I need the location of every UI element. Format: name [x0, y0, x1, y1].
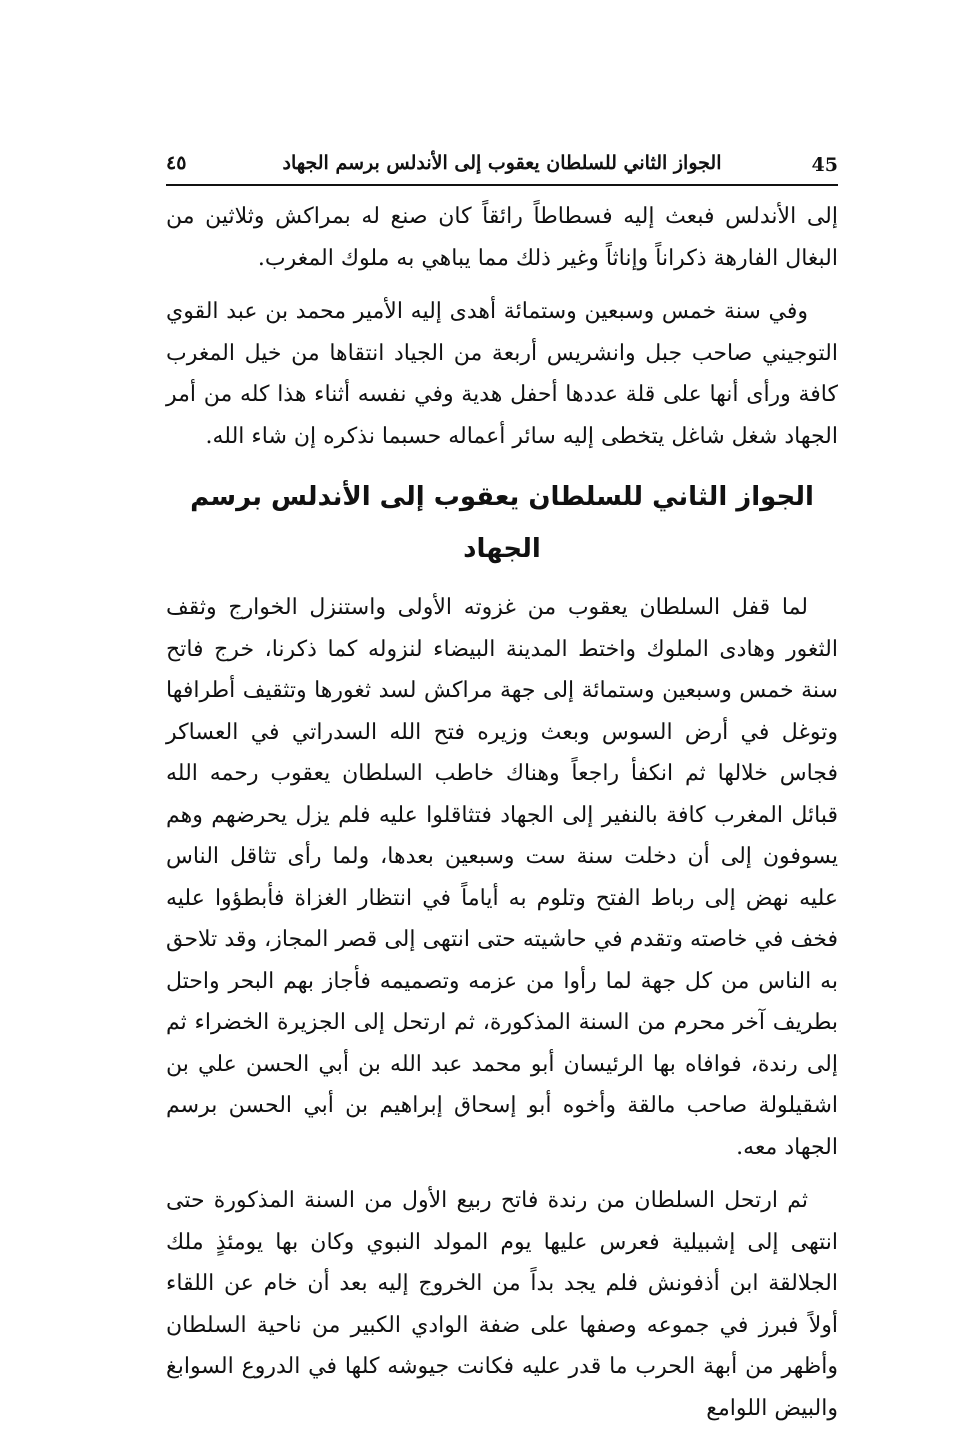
paragraph-continued: إلى الأندلس فبعث إليه فسطاطاً رائقاً كان صنع له بمراكش وثلاثين من البغال الفارهة ذكراناً وإناثاً وغير ذلك مما يباهي به ملوك المغرب.	[166, 204, 838, 271]
section-heading: الجواز الثاني للسلطان يعقوب إلى الأندلس برسم الجهاد	[190, 482, 814, 564]
body-text	[166, 196, 838, 1429]
section-paragraph-1: لما قفل السلطان يعقوب من غزوته الأولى واستنزل الخوارج وثقف الثغور وهادى الملوك واختط المدينة البيضاء لنزوله كما ذكرنا، خرج فاتح سنة خمس وسبعين وستمائة إلى جهة مراكش لسد ثغورها وتثقيف أطرافها وتوغل في أرض السوس وبعث وزيره فتح الله السدراتي في العساكر فجاس خلالها ثم انكفأ راجعاً وهناك خاطب السلطان يعقوب رحمه الله قبائل المغرب كافة بالنفير إلى الجهاد فتثاقلوا عليه فلم يزل يحرضهم وهم يسوفون إلى أن دخلت سنة ست وسبعين بعدها، ولما رأى تثاقل الناس عليه نهض إلى رباط الفتح وتلوم به أياماً في انتظار الغزاة فأبطؤوا عليه فخف في خاصته وتقدم في حاشيته حتى انتهى إلى قصر المجاز، وقد تلاحق به الناس من كل جهة لما رأوا من عزمه وتصميمه فأجاز بهم البحر واحتل بطريف آخر محرم من السنة المذكورة، ثم ارتحل إلى الجزيرة الخضراء ثم إلى رندة، فوافاه بها الرئيسان أبو محمد عبد الله بن أبي الحسن علي بن اشقيلولة صاحب مالقة وأخوه أبو إسحاق إبراهيم بن أبي الحسن برسم الجهاد معه.	[166, 595, 838, 1160]
paragraph-gifts: وفي سنة خمس وسبعين وستمائة أهدى إليه الأمير محمد بن عبد القوي التوجيني صاحب جبل وانشريس أربعة من الجياد انتقاها من خيل المغرب كافة ورأى أنها على قلة عددها أحفل هدية وفي نفسه أثناء هذا كله من أمر الجهاد شغل شاغل يتخطى إليه سائر أعماله حسبما نذكره إن شاء الله.	[166, 299, 838, 449]
running-header	[166, 150, 838, 184]
running-header-title: الجواز الثاني للسلطان يعقوب إلى الأندلس برسم الجهاد	[282, 152, 722, 174]
header-rule	[166, 184, 838, 186]
page-number-arabic: ٤٥	[166, 152, 187, 174]
section-paragraph-2: ثم ارتحل السلطان من رندة فاتح ربيع الأول من السنة المذكورة حتى انتهى إلى إشبيلية فعرس عليها يوم المولد النبوي وكان بها يومئذٍ ملك الجلالقة ابن أذفونش فلم يجد بداً من الخروج إليه بعد أن خام عن اللقاء أولاً فبرز في جموعه وصفها على ضفة الوادي الكبير من ناحية السلطان وأظهر من أبهة الحرب ما قدر عليه فكانت جيوشه كلها في الدروع السوابغ والبيض اللوامع	[166, 1188, 838, 1421]
page-number-latin: 45	[811, 154, 838, 176]
